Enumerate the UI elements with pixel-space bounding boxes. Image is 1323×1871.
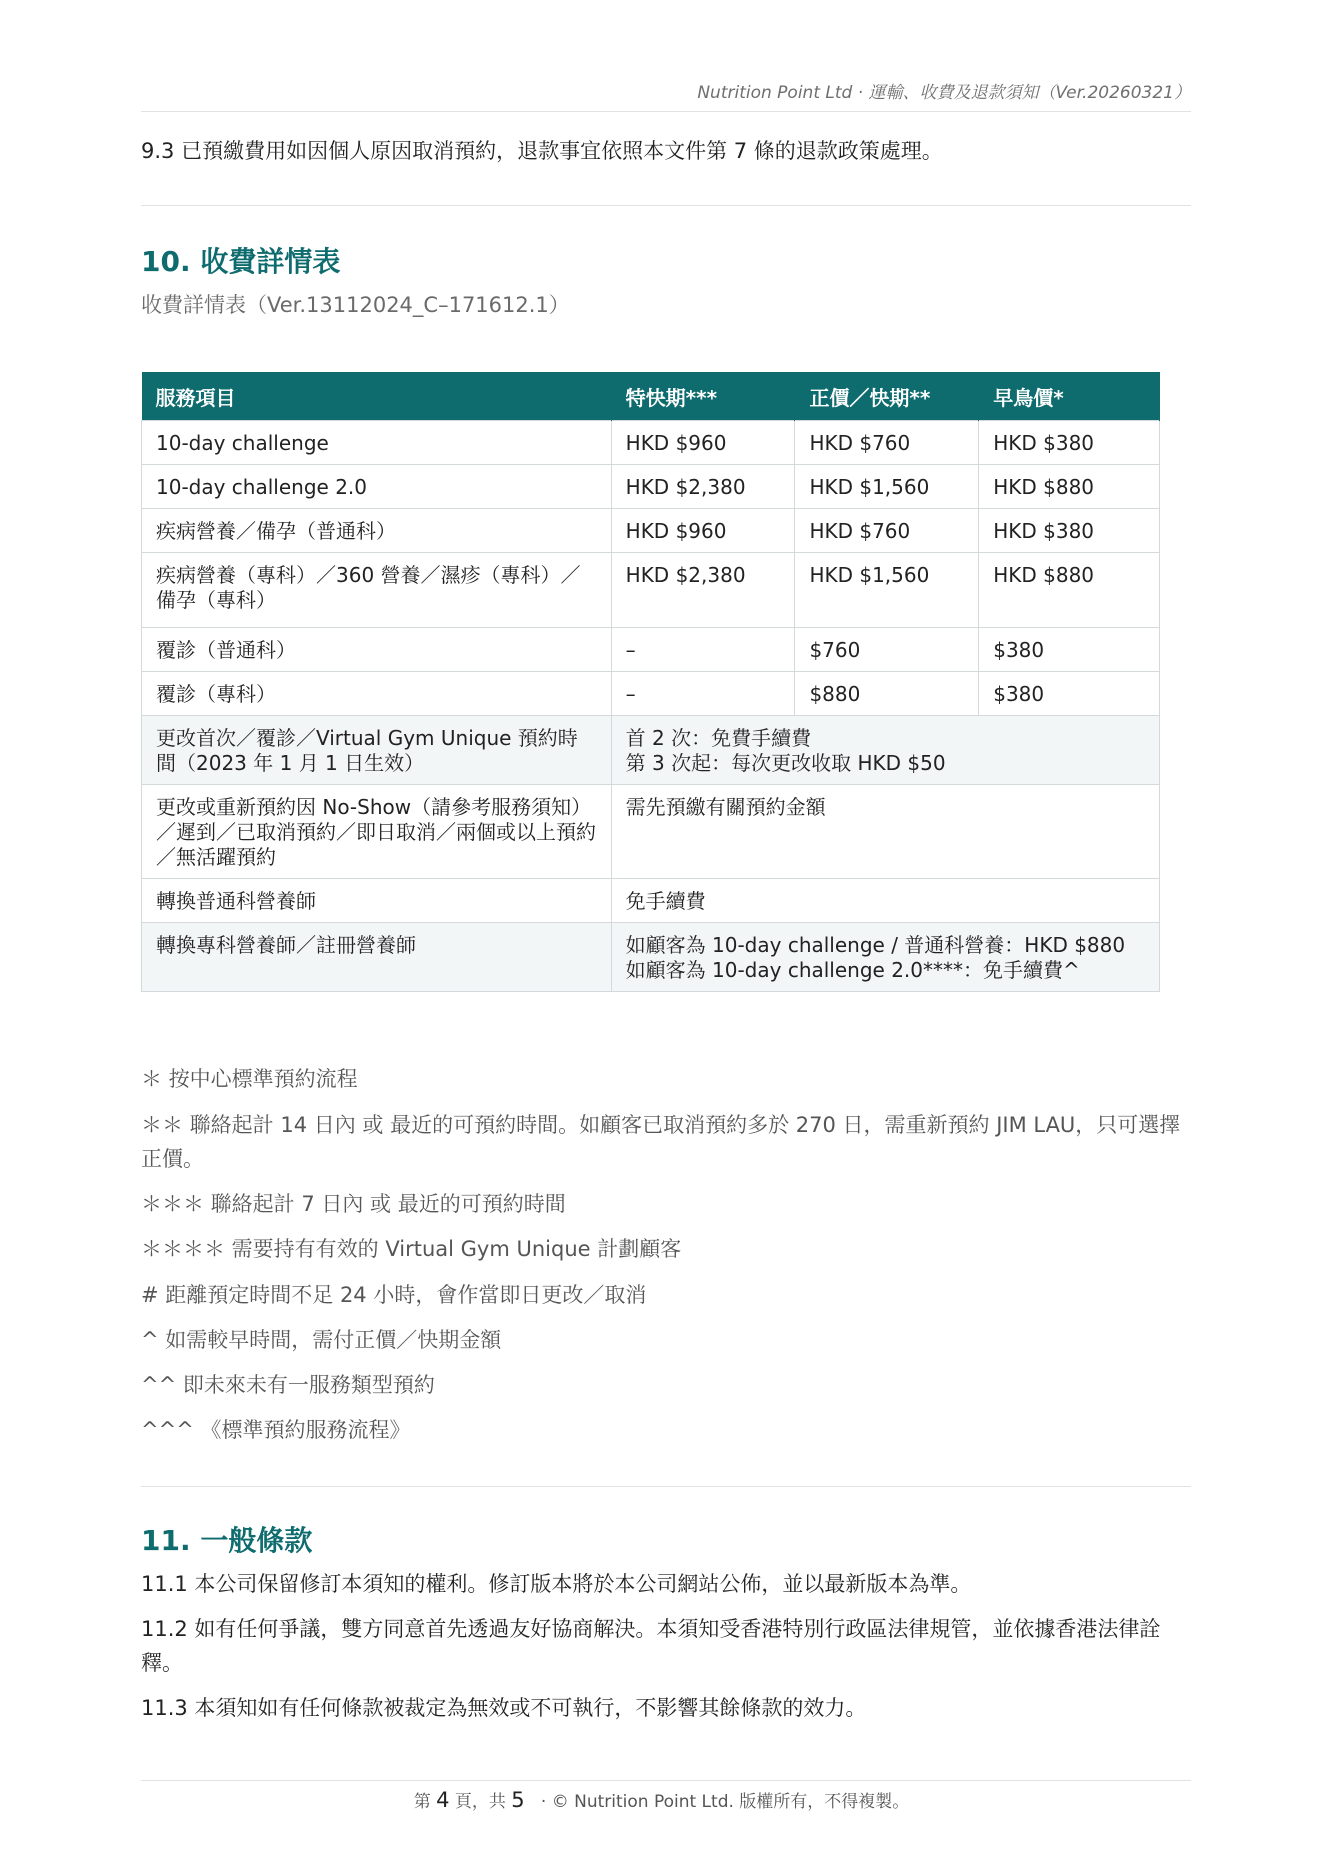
cell-regular: HKD $1,560: [795, 553, 979, 628]
header-express: 特快期***: [611, 372, 795, 421]
footer-divider: [141, 1780, 1191, 1781]
fee-line: 免手續費: [625, 889, 706, 913]
cell-service: 疾病營養／備孕（普通科）: [142, 509, 612, 553]
cell-express: HKD $2,380: [611, 553, 795, 628]
divider: [141, 1486, 1191, 1487]
table-row: [142, 785, 1160, 879]
cell-service: 10-day challenge 2.0: [142, 465, 612, 509]
cell-service: 疾病營養（專科）／360 營養／濕疹（專科）／備孕（專科）: [142, 553, 612, 628]
footnote-4: ＊＊＊＊ 需要持有有效的 Virtual Gym Unique 計劃顧客: [141, 1237, 682, 1261]
clause-11-3: 11.3 本須知如有任何條款被裁定為無效或不可執行，不影響其餘條款的效力。: [141, 1696, 867, 1720]
cell-regular: HKD $760: [795, 421, 979, 465]
fee-line: 第 3 次起：每次更改收取 HKD $50: [625, 751, 946, 775]
section-10-title: 10. 收費詳情表: [141, 245, 341, 278]
cell-service: 轉換專科營養師／註冊營養師: [142, 923, 612, 992]
footnote-6: ^ 如需較早時間，需付正價／快期金額: [141, 1328, 502, 1352]
cell-service: 10-day challenge: [142, 421, 612, 465]
divider: [141, 205, 1191, 206]
footer-mid: 頁，共: [454, 1792, 506, 1812]
footnote-2: ＊＊ 聯絡起計 14 日內 或 最近的可預約時間。如顧客已取消預約多於 270 日，需重新預約 JIM LAU，只可選擇正價。: [141, 1113, 1181, 1171]
footnote-5: # 距離預定時間不足 24 小時，會作當即日更改／取消: [141, 1283, 647, 1307]
table-row: [142, 421, 1160, 465]
cell-service: 覆診（普通科）: [142, 628, 612, 672]
cell-express: HKD $960: [611, 509, 795, 553]
footnote-7: ^^ 即未來未有一服務類型預約: [141, 1373, 435, 1397]
table-row: [142, 716, 1160, 785]
table-row: [142, 509, 1160, 553]
cell-regular: HKD $1,560: [795, 465, 979, 509]
cell-early-bird: $380: [979, 672, 1160, 716]
fee-table: [141, 372, 1160, 992]
footnote-8: ^^^ 《標準預約服務流程》: [141, 1418, 411, 1442]
running-header: Nutrition Point Ltd · 運輸、收費及退款須知（Ver.20260321）: [141, 78, 1191, 112]
header-regular: 正價／快期**: [795, 372, 979, 421]
table-row: [142, 672, 1160, 716]
cell-fee-note: [611, 879, 1159, 923]
header-service: 服務項目: [142, 372, 612, 421]
cell-fee-note: [611, 716, 1159, 785]
current-page-number: 4: [436, 1788, 450, 1812]
total-page-number: 5: [511, 1788, 525, 1812]
footnote-3: ＊＊＊ 聯絡起計 7 日內 或 最近的可預約時間: [141, 1192, 566, 1216]
footer-copyright: · © Nutrition Point Ltd. 版權所有，不得複製。: [540, 1792, 910, 1812]
fee-table-header: [142, 372, 1160, 421]
footnote-1: ＊ 按中心標準預約流程: [141, 1067, 358, 1091]
cell-regular: HKD $760: [795, 509, 979, 553]
section-10-subtitle: 收費詳情表（Ver.13112024_C–171612.1）: [141, 293, 570, 317]
fee-line: 如顧客為 10-day challenge 2.0****：免手續費^: [625, 958, 1080, 982]
cell-regular: $760: [795, 628, 979, 672]
table-row: [142, 553, 1160, 628]
cell-express: –: [611, 672, 795, 716]
table-row: [142, 923, 1160, 992]
cell-early-bird: $380: [979, 628, 1160, 672]
table-row: [142, 465, 1160, 509]
cell-express: HKD $2,380: [611, 465, 795, 509]
cell-fee-note: [611, 785, 1159, 879]
clause-9-3: 9.3 已預繳費用如因個人原因取消預約，退款事宜依照本文件第 7 條的退款政策處理。: [141, 139, 943, 163]
cell-regular: $880: [795, 672, 979, 716]
clause-11-2: 11.2 如有任何爭議，雙方同意首先透過友好協商解決。本須知受香港特別行政區法律規管，並依據香港法律詮釋。: [141, 1617, 1161, 1675]
table-row: [142, 879, 1160, 923]
section-11-title: 11. 一般條款: [141, 1524, 313, 1557]
cell-express: HKD $960: [611, 421, 795, 465]
clause-11-1: 11.1 本公司保留修訂本須知的權利。修訂版本將於本公司網站公佈，並以最新版本為準。: [141, 1572, 972, 1596]
cell-early-bird: HKD $380: [979, 509, 1160, 553]
fee-line: 需先預繳有關預約金額: [625, 795, 826, 819]
cell-early-bird: HKD $880: [979, 553, 1160, 628]
page-footer: [0, 1787, 1323, 1812]
cell-early-bird: HKD $880: [979, 465, 1160, 509]
fee-line: 如顧客為 10-day challenge / 普通科營養：HKD $880: [625, 933, 1126, 957]
cell-service: 更改首次／覆診／Virtual Gym Unique 預約時間（2023 年 1 月 1 日生效）: [142, 716, 612, 785]
cell-early-bird: HKD $380: [979, 421, 1160, 465]
fee-line: 首 2 次：免費手續費: [625, 726, 812, 750]
header-early-bird: 早鳥價*: [979, 372, 1160, 421]
cell-express: –: [611, 628, 795, 672]
cell-service: 轉換普通科營養師: [142, 879, 612, 923]
cell-fee-note: [611, 923, 1159, 992]
table-row: [142, 628, 1160, 672]
cell-service: 更改或重新預約因 No-Show（請參考服務須知）／遲到／已取消預約／即日取消／兩個或以上預約／無活躍預約: [142, 785, 612, 879]
footer-prefix: 第: [413, 1792, 431, 1812]
cell-service: 覆診（專科）: [142, 672, 612, 716]
